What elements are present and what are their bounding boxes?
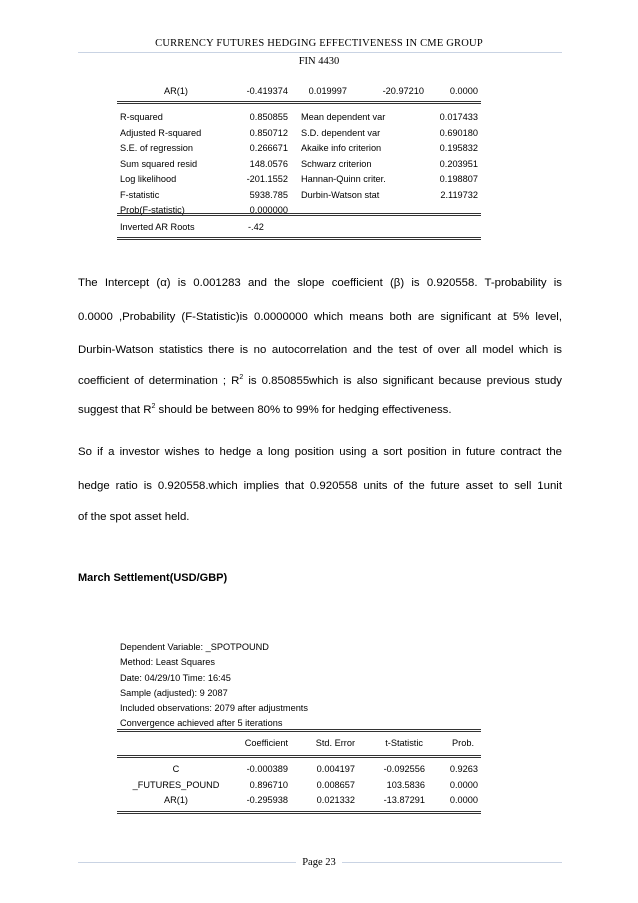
table2-info: Dependent Variable: _SPOTPOUND Method: Least Squares Date: 04/29/10 Time: 16:45 Sample (adjusted): 9 2087 Included observations: 2079 after adjustments Convergence achieved after 5 iterations [120, 642, 308, 729]
stats-row: S.E. of regression 0.266671 Akaike info criterion 0.195832 [120, 143, 478, 153]
section-heading: March Settlement(USD/GBP) [78, 572, 228, 584]
para1-line: coefficient of determination ; $R^2$ is 0.850855which is also significant because previous study [78, 374, 562, 387]
ar-row-coef: -0.419374 [246, 86, 288, 96]
para1-line: 0.0000 ,Probability (F-Statistic)is 0.0000000 which means both are significant at 5% level, [78, 311, 562, 323]
ar-row-stderr: 0.019997 [308, 86, 347, 96]
table-row: AR(1) -0.295938 0.021332 -13.87291 0.0000 [164, 795, 478, 805]
running-header: CURRENCY FUTURES HEDGING EFFECTIVENESS IN CME GROUP [155, 38, 483, 49]
course-code: FIN 4430 [298, 56, 340, 67]
ar-row-prob: 0.0000 [449, 86, 478, 96]
table-row: C -0.000389 0.004197 -0.092556 0.9263 [172, 764, 478, 774]
page-number: Page 23 [0, 857, 638, 868]
para2-line: So if a investor wishes to hedge a long position using a sort position in future contract the [78, 446, 562, 458]
table2-rows [0, 762, 638, 809]
col-header: Prob. [452, 738, 474, 748]
col-header: t-Statistic [385, 738, 423, 748]
table1-rule-top [117, 101, 481, 104]
stats-row: Adjusted R-squared 0.850712 S.D. dependent var 0.690180 [120, 127, 478, 138]
table2-rule-bottom [117, 811, 481, 814]
table1-stats [0, 110, 638, 219]
para1-line: Durbin-Watson statistics there is no autocorrelation and the test of over all model which is [78, 344, 562, 356]
stats-row: Sum squared resid 148.0576 Schwarz criterion 0.203951 [120, 158, 478, 169]
inverted-roots-label: Inverted AR Roots [120, 222, 195, 232]
header-divider [78, 52, 562, 53]
stats-row: F-statistic 5938.785 Durbin-Watson stat 2.119732 [120, 189, 478, 200]
table1-rule-mid [117, 213, 481, 216]
stats-row: Log likelihood -201.1552 Hannan-Quinn criter. 0.198807 [120, 174, 478, 184]
table2-rule-mid [117, 755, 481, 758]
para2-line: of the spot asset held. [78, 511, 190, 523]
superscript: 2 [239, 374, 244, 381]
para2-line: hedge ratio is 0.920558.which implies that 0.920558 units of the future asset to sell 1unit [78, 480, 562, 492]
inverted-roots-value: -.42 [248, 222, 264, 232]
stats-row: R-squared 0.850855 Mean dependent var 0.017433 [120, 112, 478, 122]
para1-line: The Intercept (α) is 0.001283 and the slope coefficient (β) is 0.920558. T-probability is [78, 277, 562, 289]
ar-row-tstat: -20.97210 [382, 86, 424, 96]
ar-row-label: AR(1) [164, 86, 188, 96]
para1-line: suggest that $R^2$ should be between 80% to 99% for hedging effectiveness. [78, 403, 452, 416]
table2-rule-top [117, 729, 481, 732]
table1-rule-bottom [117, 237, 481, 240]
col-header: Coefficient [244, 738, 288, 748]
stats-row: Prob(F-statistic) 0.000000 [120, 205, 288, 215]
superscript: 2 [151, 403, 156, 410]
col-header: Std. Error [315, 738, 355, 748]
table-row: _FUTURES_POUND 0.896710 0.008657 103.5836 0.0000 [132, 779, 478, 790]
